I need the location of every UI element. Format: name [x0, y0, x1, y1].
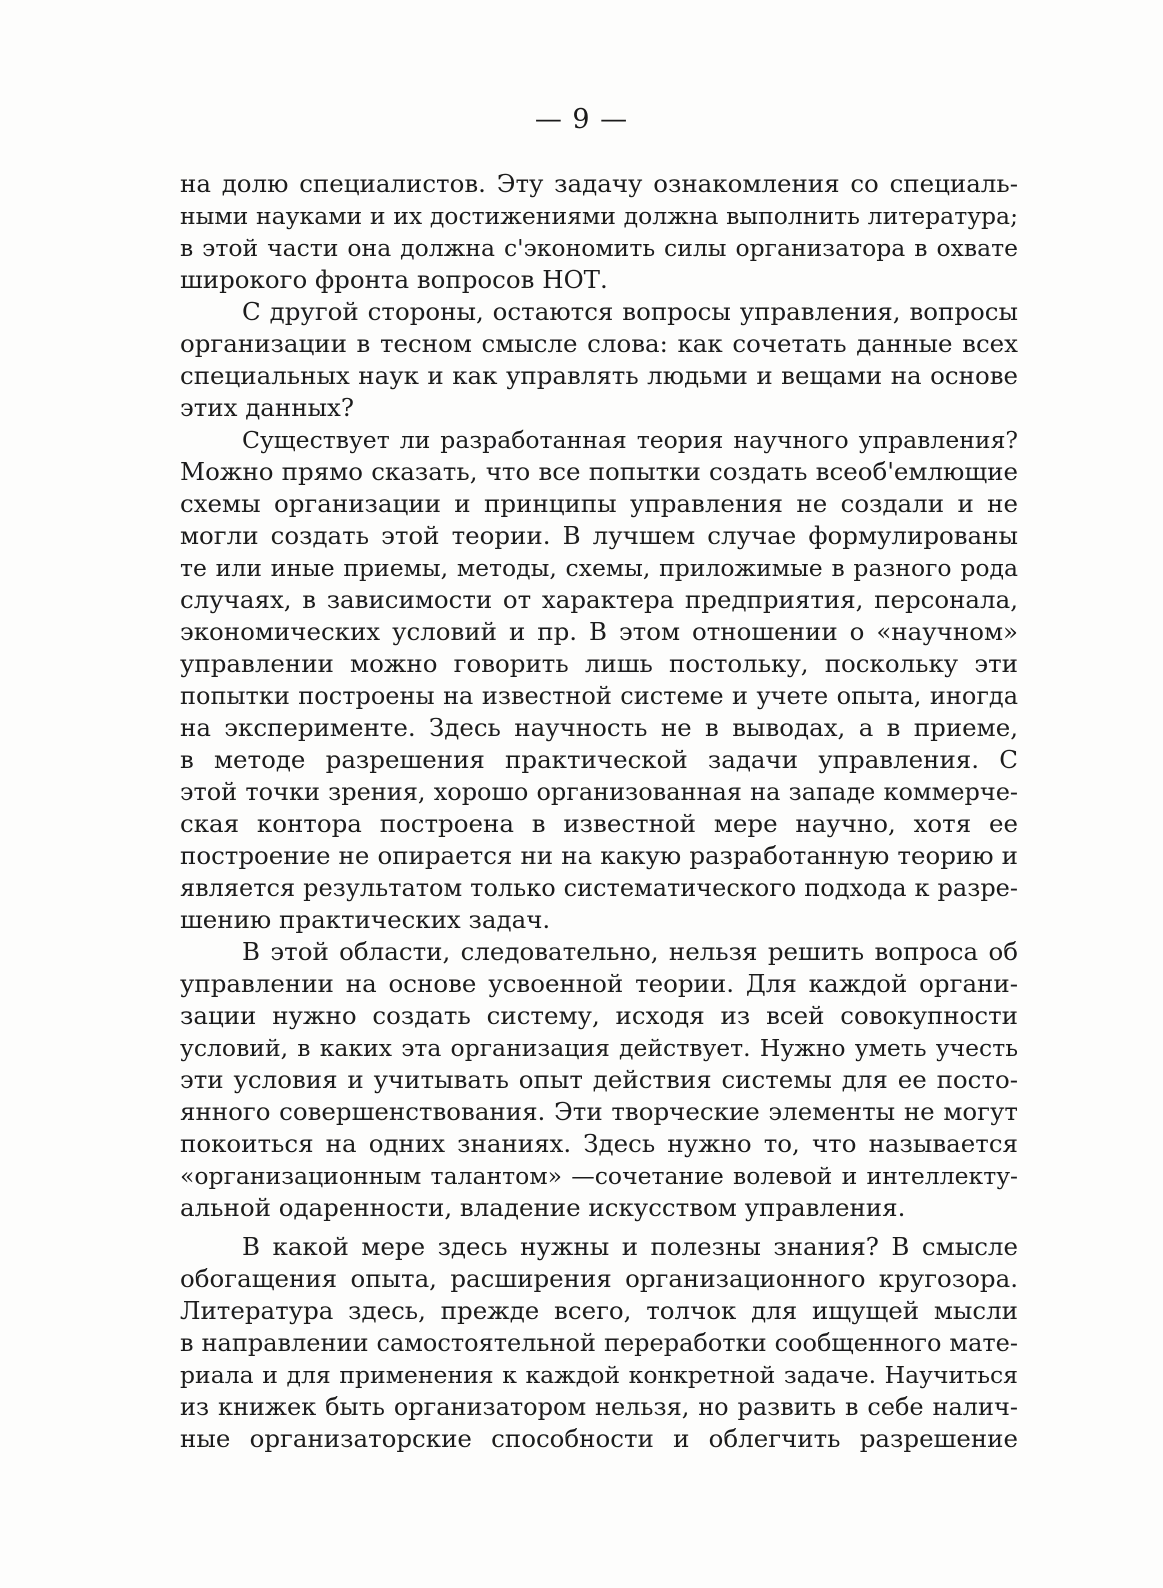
- text-line: покоиться на одних знаниях. Здесь нужно то, что называется: [180, 1129, 1018, 1158]
- paragraph: [180, 168, 1018, 296]
- text-line: в направлении самостоятельной переработки сообщенного мате-: [180, 1329, 1018, 1357]
- text-line: В этой области, следовательно, нельзя решить вопроса об: [242, 937, 1018, 966]
- text-line: попытки построены на известной системе и учете опыта, иногда: [180, 682, 1018, 710]
- paragraph: [180, 296, 1018, 424]
- text-line: В какой мере здесь нужны и полезны знания? В смысле: [242, 1232, 1018, 1261]
- text-line: эти условия и учитывать опыт действия системы для ее посто-: [180, 1065, 1018, 1094]
- text-line: риала и для применения к каждой конкретной задаче. Научиться: [180, 1361, 1018, 1389]
- text-line: в этой части она должна с'экономить силы организатора в охвате: [180, 234, 1018, 262]
- text-line: на долю специалистов. Эту задачу ознакомления со специаль-: [180, 169, 1018, 198]
- text-line: широкого фронта вопросов НОТ.: [180, 265, 608, 294]
- text-line: те или иные приемы, методы, схемы, приложимые в разного рода: [180, 554, 1018, 582]
- text-line: янного совершенствования. Эти творческие элементы не могут: [180, 1097, 1018, 1126]
- text-line: в методе разрешения практической задачи управления. С: [180, 745, 1018, 774]
- text-line: альной одаренности, владение искусством управления.: [180, 1193, 906, 1222]
- text-line: построение не опирается ни на какую разработанную теорию и: [180, 841, 1018, 870]
- text-line: экономических условий и пр. В этом отношении о «научном»: [180, 617, 1018, 646]
- text-line: организации в тесном смысле слова: как сочетать данные всех: [180, 329, 1018, 358]
- text-line: этих данных?: [180, 393, 355, 422]
- text-line: шению практических задач.: [180, 905, 551, 934]
- paragraph: [180, 1231, 1018, 1455]
- text-line: схемы организации и принципы управления не создали и не: [180, 489, 1018, 518]
- page-number: — 9 —: [534, 104, 629, 135]
- text-line: С другой стороны, остаются вопросы управления, вопросы: [242, 297, 1018, 326]
- text-line: является результатом только систематического подхода к разре-: [180, 874, 1018, 902]
- text-line: Можно прямо сказать, что все попытки создать всеоб'емлющие: [180, 457, 1018, 486]
- text-line: управлении можно говорить лишь постольку, поскольку эти: [180, 649, 1018, 678]
- paragraph: [180, 936, 1018, 1224]
- text-line: случаях, в зависимости от характера предприятия, персонала,: [180, 585, 1018, 614]
- text-line: Литература здесь, прежде всего, толчок для ищущей мысли: [180, 1296, 1018, 1325]
- text-line: ные организаторские способности и облегчить разрешение: [180, 1424, 1018, 1453]
- text-line: управлении на основе усвоенной теории. Для каждой органи-: [180, 969, 1018, 998]
- body-text: [180, 168, 1018, 1455]
- paragraph: [180, 424, 1018, 936]
- text-line: Существует ли разработанная теория научного управления?: [242, 426, 1018, 454]
- text-line: обогащения опыта, расширения организационного кругозора.: [180, 1264, 1018, 1293]
- text-line: могли создать этой теории. В лучшем случае формулированы: [180, 521, 1018, 550]
- text-line: зации нужно создать систему, исходя из всей совокупности: [180, 1001, 1018, 1030]
- text-line: ская контора построена в известной мере научно, хотя ее: [180, 809, 1018, 838]
- text-line: этой точки зрения, хорошо организованная на западе коммерче-: [180, 778, 1018, 806]
- paragraph-gap: [180, 1224, 1018, 1231]
- text-line: ными науками и их достижениями должна выполнить литература;: [180, 202, 1018, 230]
- text-line: на эксперименте. Здесь научность не в выводах, а в приеме,: [180, 713, 1018, 742]
- text-line: из книжек быть организатором нельзя, но развить в себе налич-: [180, 1393, 1018, 1421]
- text-line: специальных наук и как управлять людьми и вещами на основе: [180, 361, 1018, 390]
- text-line: условий, в каких эта организация действует. Нужно уметь учесть: [180, 1034, 1018, 1062]
- text-line: «организационным талантом» —сочетание волевой и интеллекту-: [180, 1162, 1018, 1190]
